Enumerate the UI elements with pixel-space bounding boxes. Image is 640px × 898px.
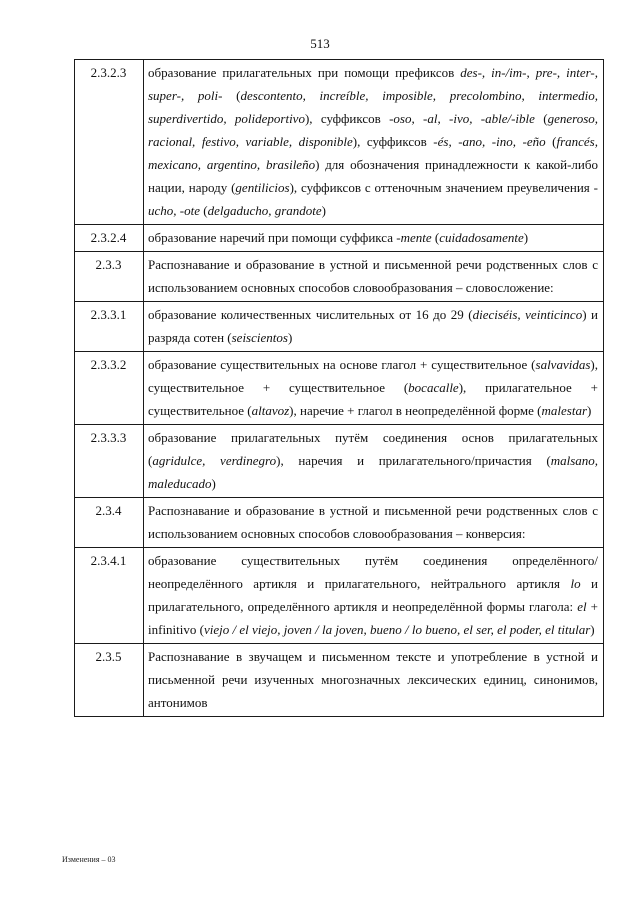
description-text: )	[587, 403, 592, 418]
description-text: )	[211, 476, 216, 491]
example-term: gentilicios	[235, 180, 290, 195]
description-text: (	[534, 111, 548, 126]
description-text: ) для обозначения принадлежности к какой-либо нации, народу (	[148, 157, 598, 195]
description-text: + infinitivo (	[148, 599, 598, 637]
example-term: dieciséis, veinticinco	[472, 307, 583, 322]
example-term: delgaducho, grandote	[207, 203, 322, 218]
section-code: 2.3.3.2	[75, 352, 144, 425]
description-text: образование наречий при помощи суффикса	[148, 230, 397, 245]
example-term: seiscientos	[231, 330, 288, 345]
example-term: cuidadosamente	[439, 230, 524, 245]
description-text: )	[590, 622, 595, 637]
description-text: образование количественных числительных от 16 до 29 (	[148, 307, 473, 322]
example-term: malsano, maleducado	[148, 453, 598, 491]
description-text: образование существительных путём соединения определённого/неопределённого артикля и прилагательного, нейтрального артикля	[148, 553, 598, 591]
description-text: )	[287, 330, 293, 345]
section-code: 2.3.3.3	[75, 425, 144, 498]
section-description	[144, 644, 604, 717]
example-term: -mente	[396, 230, 432, 245]
example-term: bocacalle	[408, 380, 459, 395]
description-text: (	[222, 88, 241, 103]
description-text: ), суффиксов	[304, 111, 390, 126]
example-term: -ucho, -ote	[148, 180, 598, 218]
description-text: ), наречия и прилагательного/причастия (	[276, 453, 551, 468]
description-text: Распознавание и образование в устной и письменной речи родственных слов с использованием основных способов словообразования – словосложение:	[148, 257, 598, 295]
description-text: )	[321, 203, 327, 218]
section-description	[144, 352, 604, 425]
page-number: 513	[310, 36, 330, 51]
section-code: 2.3.3	[75, 252, 144, 302]
table-body	[75, 60, 604, 717]
example-term: -oso, -al, -ivo, -able/-ible	[389, 111, 535, 126]
description-text: ), наречие + глагол в неопределённой форме (	[289, 403, 542, 418]
example-term: francés, mexicano, argentino, brasileño	[148, 134, 598, 172]
description-text: ), существительное + существительное (	[148, 357, 598, 395]
example-term: lo	[570, 576, 581, 591]
example-term: agridulce, verdinegro	[152, 453, 277, 468]
description-text: (	[431, 230, 440, 245]
section-description	[144, 225, 604, 252]
table-row	[75, 60, 604, 225]
description-text: (	[545, 134, 557, 149]
example-term: generoso, racional, festivo, variable, disponible	[148, 111, 599, 149]
description-text: образование существительных на основе глагол + существительное (	[148, 357, 536, 372]
description-text: ), суффиксов с оттеночным значением преувеличения	[289, 180, 594, 195]
description-text: Распознавание и образование в устной и письменной речи родственных слов с использованием основных способов словообразования – конверсия:	[148, 503, 598, 541]
table-row	[75, 252, 604, 302]
section-description	[144, 425, 604, 498]
section-description	[144, 548, 604, 644]
section-description	[144, 302, 604, 352]
example-term: altavoz	[251, 403, 290, 418]
section-code: 2.3.4.1	[75, 548, 144, 644]
example-term: salvavidas	[535, 357, 591, 372]
example-term: viejo / el viejo, joven / la joven, bueno / lo bueno, el ser, el poder, el titular	[203, 622, 591, 637]
description-text: ) и разряда сотен (	[148, 307, 598, 345]
table-row	[75, 548, 604, 644]
description-text: ), прилагательное + существительное (	[148, 380, 598, 418]
description-text: ), суффиксов	[352, 134, 434, 149]
description-text: Распознавание в звучащем и письменном тексте и употребление в устной и письменной речи изученных многозначных лексических единиц, синонимов, антонимов	[148, 649, 598, 710]
table-row	[75, 498, 604, 548]
section-code: 2.3.2.3	[75, 60, 144, 225]
section-code: 2.3.5	[75, 644, 144, 717]
curriculum-table	[74, 59, 604, 717]
section-code: 2.3.2.4	[75, 225, 144, 252]
description-text: (	[199, 203, 208, 218]
example-term: descontento, increíble, imposible, precolombino, intermedio, superdivertido, polideportivo	[148, 88, 598, 126]
section-description	[144, 60, 604, 225]
example-term: des-, in-/im-, pre-, inter-, super-, poli-	[148, 65, 599, 103]
table-row	[75, 352, 604, 425]
example-term: el	[577, 599, 587, 614]
table-row	[75, 302, 604, 352]
section-description	[144, 252, 604, 302]
example-term: -és, -ano, -ino, -eño	[433, 134, 546, 149]
section-description	[144, 498, 604, 548]
description-text: )	[523, 230, 529, 245]
section-code: 2.3.4	[75, 498, 144, 548]
example-term: malestar	[541, 403, 587, 418]
table-row	[75, 644, 604, 717]
description-text: образование прилагательных путём соединения основ прилагательных (	[148, 430, 598, 468]
footer-revision: Изменения – 03	[62, 855, 116, 864]
description-text: образование прилагательных при помощи префиксов	[148, 65, 461, 80]
table-row	[75, 225, 604, 252]
table-row	[75, 425, 604, 498]
description-text: и прилагательного, определённого артикля и неопределённой формы глагола:	[148, 576, 598, 614]
section-code: 2.3.3.1	[75, 302, 144, 352]
